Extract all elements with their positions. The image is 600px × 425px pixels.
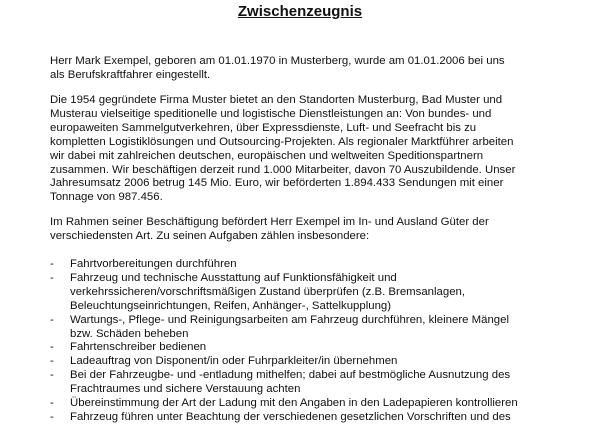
company-paragraph xyxy=(50,94,580,205)
tasks-intro-paragraph xyxy=(50,216,580,244)
text-line: Fahrzeug führen unter Beachtung der verschiedenen gesetzlichen Vorschriften und des xyxy=(70,410,511,423)
bullet-dash: - xyxy=(50,341,54,354)
text-line: Frachtraumes und sichere Verstauung achten xyxy=(70,383,301,396)
duty-item xyxy=(50,397,595,411)
duty-item xyxy=(50,341,595,355)
text-line: Fahrtenschreiber bedienen xyxy=(70,341,207,354)
text-line: Fahrtvorbereitungen durchführen xyxy=(70,258,237,270)
text-line: europaweiten Sammelgutverkehren, über Expressdienste, Luft- und Seefracht bis zu xyxy=(50,121,477,134)
text-line: Im Rahmen seiner Beschäftigung befördert Herr Exempel im In- und Ausland Güter der xyxy=(50,216,489,228)
bullet-dash: - xyxy=(50,410,54,423)
bullet-dash: - xyxy=(50,271,54,284)
text-line: als Berufskraftfahrer eingestellt. xyxy=(50,68,211,81)
duty-item xyxy=(50,272,595,314)
text-line: Wartungs-, Pflege- und Reinigungsarbeiten am Fahrzeug durchführen, kleinere Mängel xyxy=(70,313,509,326)
bullet-dash: - xyxy=(50,397,54,410)
text-line: Musterau vielseitige speditionelle und logistische Dienstleistungen an: Von bundes- und xyxy=(50,107,492,120)
text-line: Herr Mark Exempel, geboren am 01.01.1970 in Musterberg, wurde am 01.01.2006 bei uns xyxy=(50,55,505,67)
text-line: bzw. Schäden beheben xyxy=(70,327,189,340)
text-line: wir dabei mit zahlreichen deutschen, europäischen und weltweiten Speditionspartnern xyxy=(50,149,484,162)
text-line: Die 1954 gegründete Firma Muster bietet an den Standorten Musterburg, Bad Muster und xyxy=(50,94,503,106)
text-line: Jahresumsatz 2006 betrug 145 Mio. Euro, wir beförderten 1.894.433 Sendungen mit einer xyxy=(50,177,504,190)
duty-item xyxy=(50,355,595,369)
duty-item xyxy=(50,314,595,342)
document-title: Zwischenzeugnis xyxy=(237,3,363,20)
text-line: kompletten Logistiklösungen und Outsourcing-Projekten. Als regionaler Marktführer arbeiten xyxy=(50,135,514,148)
text-line: Fahrzeug und technische Ausstattung auf Funktionsfähigkeit und xyxy=(70,271,397,284)
bullet-dash: - xyxy=(50,258,54,270)
bullet-dash: - xyxy=(50,369,54,382)
bullet-dash: - xyxy=(50,355,54,368)
duty-item xyxy=(50,411,595,425)
bullet-dash: - xyxy=(50,313,54,326)
duties-list xyxy=(50,258,595,425)
text-line: verkehrssicheren/vorschriftsmäßigen Zustand überprüfen (z.B. Bremsanlagen, xyxy=(70,285,466,298)
text-line: verschiedensten Art. Zu seinen Aufgaben zählen insbesondere: xyxy=(50,229,370,242)
duty-item xyxy=(50,369,595,397)
duty-item xyxy=(50,258,595,272)
text-line: Ladeauftrag von Disponent/in oder Fuhrparkleiter/in übernehmen xyxy=(70,355,398,368)
text-line: Beleuchtungseinrichtungen, Reifen, Anhänger-, Sattelkupplung) xyxy=(70,299,392,312)
text-line: zusammen. Wir beschäftigen derzeit rund 1.000 Mitarbeiter, davon 70 Auszubildende. Unser xyxy=(50,163,516,176)
text-line: Übereinstimmung der Art der Ladung mit den Angaben in den Ladepapieren kontrollieren xyxy=(70,397,518,410)
text-line: Tonnage von 987.456. xyxy=(50,191,163,204)
text-line: Bei der Fahrzeugbe- und -entladung mithelfen; dabei auf bestmögliche Ausnutzung des xyxy=(70,369,511,382)
intro-paragraph xyxy=(50,55,580,83)
